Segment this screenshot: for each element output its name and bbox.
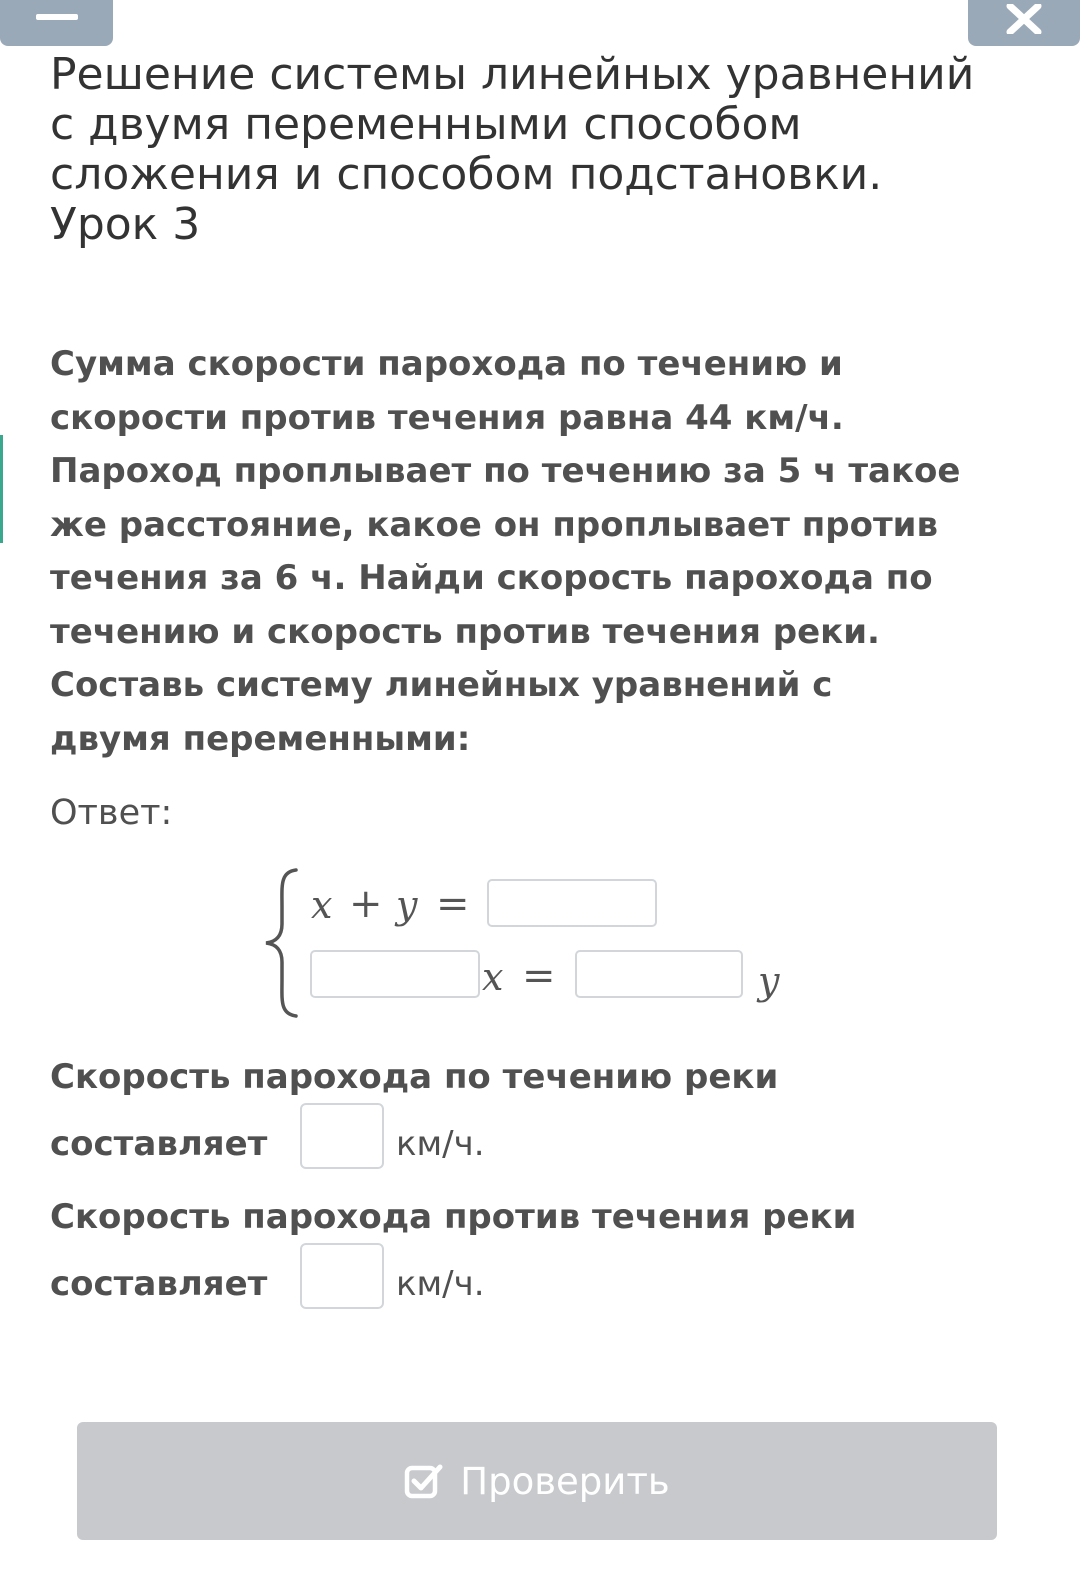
eq2-equals: =: [522, 953, 556, 999]
eq1-var-y: y: [396, 883, 418, 927]
upstream-speed-input[interactable]: [300, 1243, 384, 1309]
eq2-x-coefficient-input[interactable]: [310, 950, 480, 998]
menu-button[interactable]: [0, 0, 113, 46]
eq2-y-coefficient-input[interactable]: [575, 950, 743, 998]
task-line: течению и скорость против течения реки.: [50, 611, 880, 652]
lesson-title-line: Решение системы линейных уравнений: [50, 49, 975, 100]
task-line: Пароход проплывает по течению за 5 ч такое: [50, 451, 961, 491]
task-line: Составь систему линейных уравнений с: [50, 665, 833, 705]
upstream-speed-unit: км/ч.: [396, 1264, 485, 1304]
menu-icon: [36, 14, 78, 20]
close-icon: [1004, 4, 1044, 34]
task-line: течения за 6 ч. Найди скорость парохода по: [50, 558, 933, 598]
checkbox-check-icon: [404, 1462, 444, 1500]
task-line: Сумма скорости парохода по течению и: [50, 344, 843, 384]
downstream-speed-unit: км/ч.: [396, 1124, 485, 1164]
upstream-speed-verb: составляет: [50, 1264, 268, 1304]
system-brace: [262, 866, 302, 1020]
lesson-title: [50, 50, 1040, 250]
task-statement: [50, 338, 1030, 766]
side-accent-bar: [0, 435, 3, 543]
downstream-speed-verb: составляет: [50, 1124, 268, 1164]
eq1-var-x: x: [311, 883, 333, 927]
check-button[interactable]: [77, 1422, 997, 1540]
eq2-var-x: x: [482, 955, 504, 999]
eq1-plus: +: [349, 881, 383, 927]
task-line: же расстояние, какое он проплывает против: [50, 504, 939, 545]
eq1-equals: =: [436, 881, 470, 927]
task-line: скорости против течения равна 44 км/ч.: [50, 397, 844, 438]
eq1-rhs-input[interactable]: [487, 879, 657, 927]
task-line: двумя переменными:: [50, 718, 471, 759]
downstream-speed-label: Скорость парохода по течению реки: [50, 1057, 779, 1097]
lesson-title-line: Урок 3: [50, 199, 201, 250]
lesson-title-line: сложения и способом подстановки.: [50, 149, 883, 200]
eq2-var-y: y: [758, 959, 780, 1003]
upstream-speed-label: Скорость парохода против течения реки: [50, 1197, 857, 1237]
answer-label: Ответ:: [50, 793, 173, 833]
downstream-speed-input[interactable]: [300, 1103, 384, 1169]
close-button[interactable]: [968, 0, 1080, 46]
lesson-title-line: с двумя переменными способом: [50, 99, 802, 150]
check-button-label: Проверить: [460, 1459, 670, 1503]
